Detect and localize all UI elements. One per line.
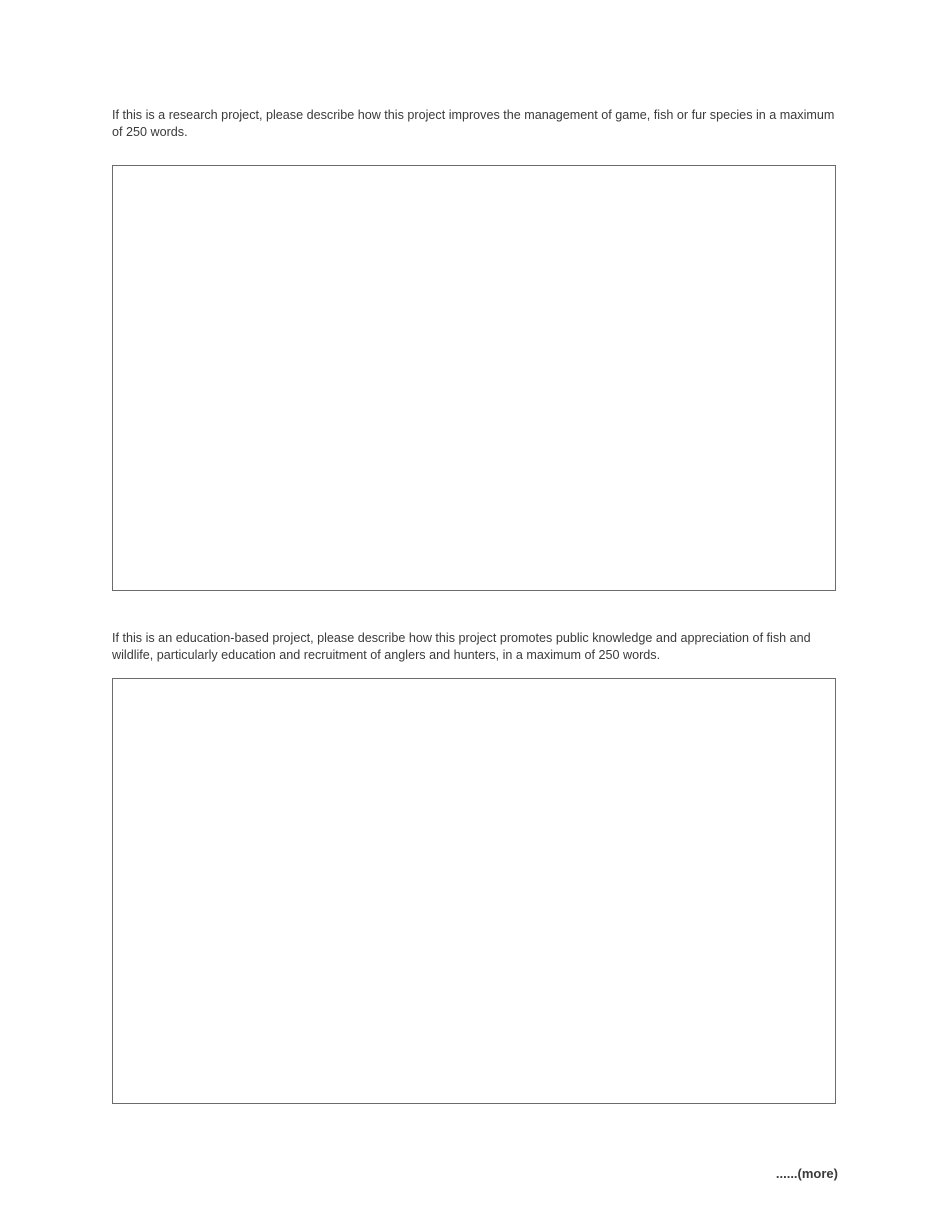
more-indicator: ......(more) — [775, 1166, 838, 1181]
research-project-prompt: If this is a research project, please describe how this project improves the management of game, fish or fur species in a maximum of 250 words. — [112, 108, 835, 139]
education-description-field[interactable] — [112, 678, 836, 1104]
education-project-prompt: If this is an education-based project, please describe how this project promotes public knowledge and appreciation of fish and wildlife, particularly education and recruitment of anglers and hunters, in a maximum of 250 words. — [112, 631, 811, 662]
research-description-field[interactable] — [112, 165, 836, 591]
